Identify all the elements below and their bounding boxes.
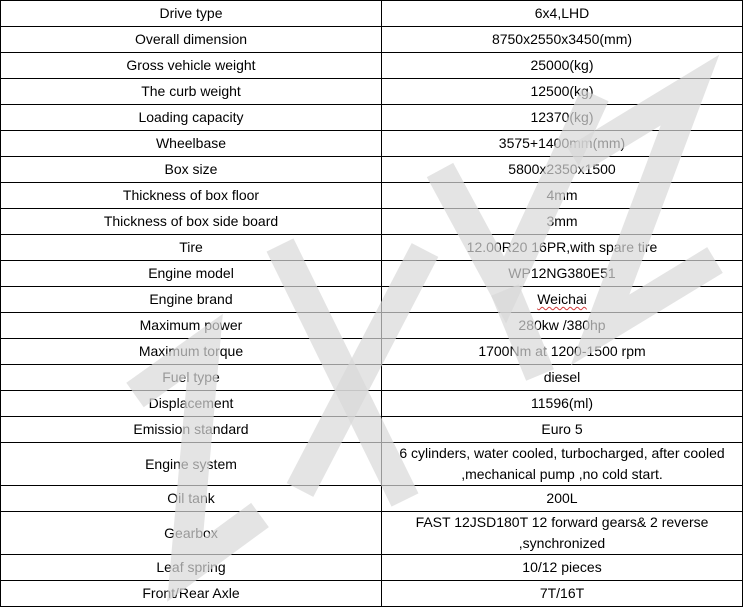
- value-cell: 4mm: [382, 183, 743, 209]
- param-cell: Leaf spring: [1, 555, 382, 581]
- param-cell: Engine model: [1, 261, 382, 287]
- param-cell: Tire: [1, 235, 382, 261]
- spellcheck-underlined-text: Weichai: [537, 291, 587, 307]
- table-row: [1, 27, 743, 53]
- param-cell: Gearbox: [1, 512, 382, 555]
- param-cell: Maximum power: [1, 313, 382, 339]
- table-row: [1, 313, 743, 339]
- value-cell: 280kw /380hp: [382, 313, 743, 339]
- value-cell: WP12NG380E51: [382, 261, 743, 287]
- table-row: [1, 287, 743, 313]
- value-cell: 25000(kg): [382, 53, 743, 79]
- value-cell: [382, 287, 743, 313]
- table-row: [1, 486, 743, 512]
- param-cell: Front/Rear Axle: [1, 581, 382, 607]
- value-cell: 6x4,LHD: [382, 1, 743, 27]
- param-cell: Loading capacity: [1, 105, 382, 131]
- value-cell: 12.00R20 16PR,with spare tire: [382, 235, 743, 261]
- table-row: [1, 339, 743, 365]
- table-row: [1, 209, 743, 235]
- value-cell: FAST 12JSD180T 12 forward gears& 2 reverse ,synchronized: [382, 512, 743, 555]
- value-cell: 3mm: [382, 209, 743, 235]
- param-cell: Engine brand: [1, 287, 382, 313]
- param-cell: Thickness of box floor: [1, 183, 382, 209]
- table-row: [1, 157, 743, 183]
- param-cell: Displacement: [1, 391, 382, 417]
- table-row: [1, 235, 743, 261]
- table-row: [1, 512, 743, 555]
- table-row: [1, 131, 743, 157]
- value-cell: 1700Nm at 1200-1500 rpm: [382, 339, 743, 365]
- param-cell: Thickness of box side board: [1, 209, 382, 235]
- table-row: [1, 105, 743, 131]
- param-cell: The curb weight: [1, 79, 382, 105]
- value-cell: 11596(ml): [382, 391, 743, 417]
- param-cell: Fuel type: [1, 365, 382, 391]
- value-cell: diesel: [382, 365, 743, 391]
- param-cell: Oil tank: [1, 486, 382, 512]
- table-row: [1, 1, 743, 27]
- table-row: [1, 391, 743, 417]
- table-row: [1, 261, 743, 287]
- param-cell: Drive type: [1, 1, 382, 27]
- value-cell: 8750x2550x3450(mm): [382, 27, 743, 53]
- table-row: [1, 443, 743, 486]
- param-cell: Gross vehicle weight: [1, 53, 382, 79]
- value-cell: 10/12 pieces: [382, 555, 743, 581]
- table-row: [1, 183, 743, 209]
- param-cell: Overall dimension: [1, 27, 382, 53]
- param-cell: Maximum torque: [1, 339, 382, 365]
- value-cell: 12500(kg): [382, 79, 743, 105]
- value-cell: 7T/16T: [382, 581, 743, 607]
- table-row: [1, 417, 743, 443]
- param-cell: Wheelbase: [1, 131, 382, 157]
- value-cell: 200L: [382, 486, 743, 512]
- param-cell: Emission standard: [1, 417, 382, 443]
- value-cell: 3575+1400mm(mm): [382, 131, 743, 157]
- table-row: [1, 53, 743, 79]
- value-cell: 12370(kg): [382, 105, 743, 131]
- table-row: [1, 581, 743, 607]
- table-row: [1, 79, 743, 105]
- param-cell: Engine system: [1, 443, 382, 486]
- table-row: [1, 365, 743, 391]
- value-cell: 5800x2350x1500: [382, 157, 743, 183]
- value-cell: Euro 5: [382, 417, 743, 443]
- value-cell: 6 cylinders, water cooled, turbocharged, after cooled ,mechanical pump ,no cold start.: [382, 443, 743, 486]
- param-cell: Box size: [1, 157, 382, 183]
- table-row: [1, 555, 743, 581]
